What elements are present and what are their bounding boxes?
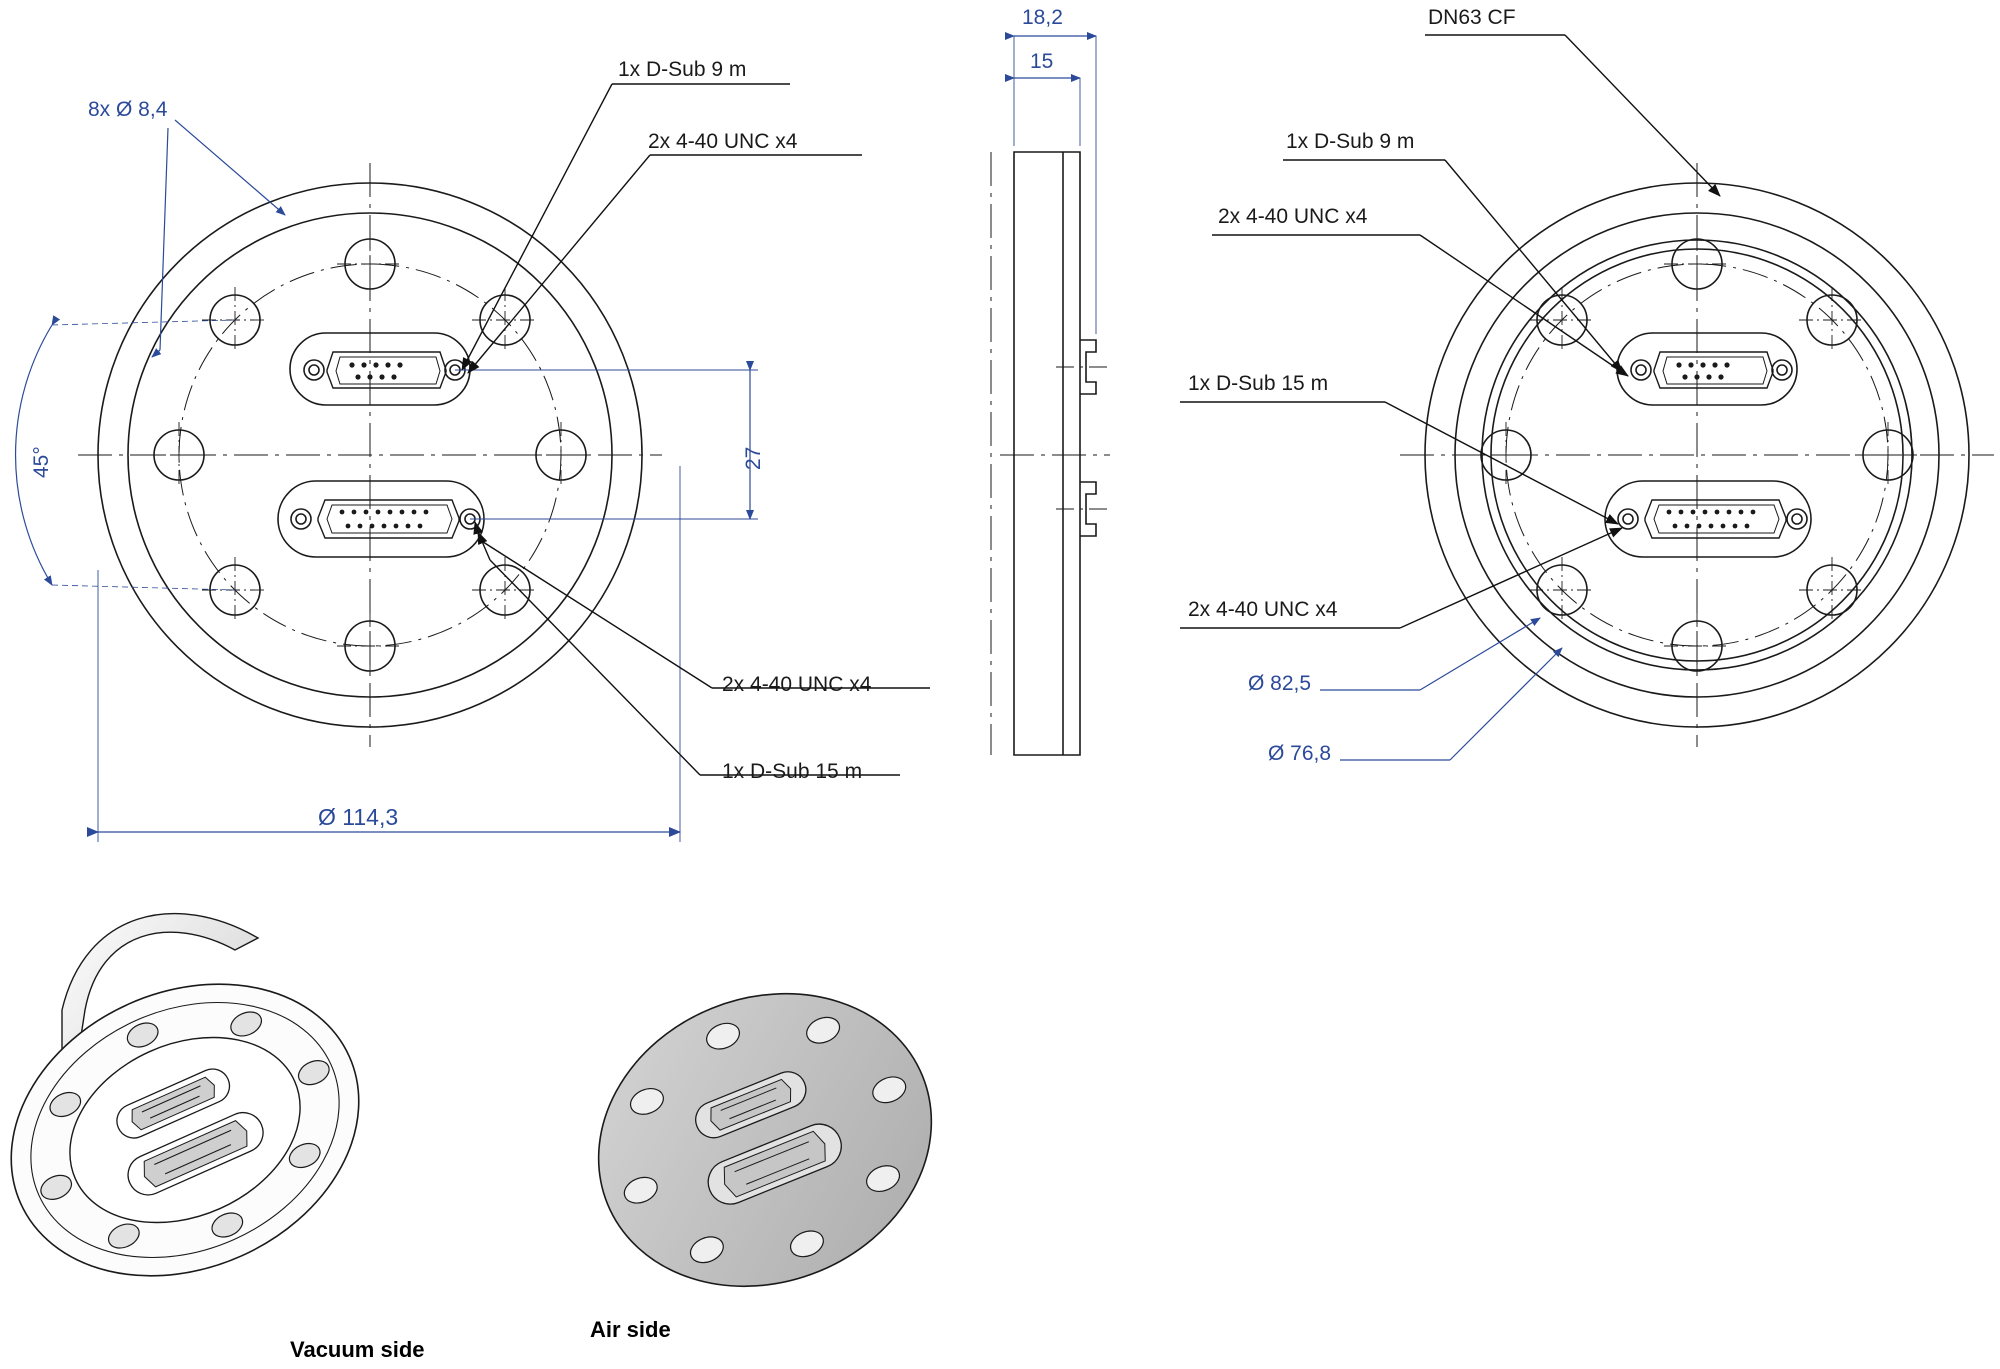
side-total-thickness-label: 18,2 — [1022, 6, 1063, 29]
front-unc-top-label: 2x 4-40 UNC x4 — [648, 130, 798, 153]
rear-view-dimensions — [1320, 618, 1562, 760]
rear-view-leaders — [1180, 35, 1720, 628]
iso-air-caption: Air side — [590, 1317, 671, 1342]
rear-view-geometry — [1400, 163, 1994, 747]
front-dsub15-label: 1x D-Sub 15 m — [722, 760, 863, 783]
front-bolt-hole-label: 8x Ø 8,4 — [88, 98, 168, 121]
front-unc-bottom-label: 2x 4-40 UNC x4 — [722, 673, 872, 696]
front-dsub9-label: 1x D-Sub 9 m — [618, 58, 747, 81]
rear-unc-bottom-label: 2x 4-40 UNC x4 — [1188, 598, 1338, 621]
iso-vacuum-caption: Vacuum side — [290, 1337, 425, 1362]
rear-dsub15-label: 1x D-Sub 15 m — [1188, 372, 1329, 395]
rear-flange-type-label: DN63 CF — [1428, 6, 1516, 29]
iso-air-side — [554, 945, 976, 1336]
iso-vacuum-side — [0, 914, 406, 1330]
front-angle-label: 45° — [30, 446, 53, 478]
rear-bore-diameter-label: Ø 76,8 — [1268, 742, 1332, 765]
front-view-geometry — [78, 163, 662, 747]
rear-knife-edge-diameter-label: Ø 82,5 — [1248, 672, 1312, 695]
side-view-geometry — [991, 152, 1110, 755]
rear-unc-top-label: 2x 4-40 UNC x4 — [1218, 205, 1368, 228]
front-outer-diameter-label: Ø 114,3 — [318, 804, 399, 830]
dsub15-connector-rear — [1605, 481, 1811, 557]
dsub15-connector-front — [278, 481, 484, 557]
front-view-leaders — [462, 84, 930, 775]
side-view-dimensions — [1014, 36, 1096, 334]
front-spacing-label: 27 — [742, 446, 765, 470]
rear-dsub9-label: 1x D-Sub 9 m — [1286, 130, 1415, 153]
dsub9-connector-rear — [1617, 333, 1797, 405]
dsub9-connector-front — [290, 333, 470, 405]
side-flange-thickness-label: 15 — [1030, 50, 1054, 73]
